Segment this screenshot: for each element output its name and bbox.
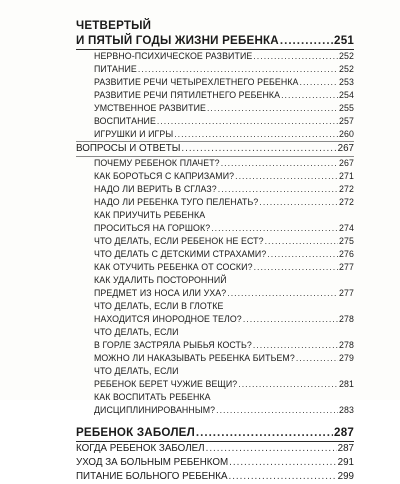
toc-entry-text: УХОД ЗА БОЛЬНЫМ РЕБЕНКОМ — [76, 457, 229, 468]
page-number: 257 — [339, 116, 354, 126]
leader-dots — [216, 404, 338, 417]
toc-entry — [76, 235, 354, 248]
toc-entry-text: КОГДА РЕБЕНОК ЗАБОЛЕЛ — [76, 443, 205, 454]
toc-entry-text: УМСТВЕННОЕ РАЗВИТИЕ — [94, 103, 206, 113]
section-title-line — [76, 142, 354, 156]
section-title-text: И ПЯТЫЙ ГОДЫ ЖИЗНИ РЕБЕНКА — [76, 34, 279, 47]
leader-dots — [221, 157, 338, 170]
section-title-text: ЧЕТВЕРТЫЙ — [76, 19, 152, 32]
section-title-line — [76, 18, 354, 33]
leader-dots — [253, 339, 338, 352]
toc-entry-text: РАЗВИТИЕ РЕЧИ ЧЕТЫРЕХЛЕТНЕГО РЕБЕНКА — [94, 77, 299, 87]
page-number: 267 — [337, 143, 354, 154]
toc-entry — [76, 404, 354, 417]
toc-entry — [76, 442, 354, 456]
page-number: 272 — [339, 184, 354, 194]
toc-entry-text: КАК УДАЛИТЬ ПОСТОРОННИЙ — [94, 275, 227, 285]
toc-entry-text: РЕБЕНОК БЕРЕТ ЧУЖИЕ ВЕЩИ? — [94, 379, 238, 389]
leader-dots — [138, 63, 338, 76]
leader-dots — [157, 115, 338, 128]
toc-entry — [76, 102, 354, 115]
page-number: 252 — [339, 51, 354, 61]
page-number: 279 — [339, 353, 354, 363]
leader-dots — [206, 442, 337, 456]
page-number: 260 — [339, 129, 354, 139]
page-number: 291 — [337, 457, 354, 468]
toc-entry-line — [76, 274, 354, 287]
toc-entry-text: ИГРУШКИ И ИГРЫ — [94, 129, 174, 139]
toc-entry-text: КАК ОТУЧИТЬ РЕБЕНКА ОТ СОСКИ? — [94, 262, 253, 272]
toc-entry — [76, 222, 354, 235]
toc-entry — [76, 352, 354, 365]
leader-dots — [238, 378, 338, 391]
leader-dots — [235, 170, 338, 183]
toc-entry-line — [76, 209, 354, 222]
toc-entry — [76, 470, 354, 484]
page-number: 276 — [339, 249, 354, 259]
leader-dots — [253, 50, 338, 63]
leader-dots — [229, 456, 336, 470]
toc-entry — [76, 115, 354, 128]
toc-entry-text: ЧТО ДЕЛАТЬ, ЕСЛИ В ГЛОТКЕ — [94, 301, 224, 311]
leader-dots — [300, 76, 338, 89]
toc-entry — [76, 196, 354, 209]
toc-entry — [76, 170, 354, 183]
toc-entry-text: МОЖНО ЛИ НАКАЗЫВАТЬ РЕБЕНКА БИТЬЕМ? — [94, 353, 295, 363]
toc-entry — [76, 287, 354, 300]
page-number: 287 — [337, 443, 354, 454]
page-number: 255 — [339, 103, 354, 113]
leader-dots — [267, 248, 338, 261]
toc-entry — [76, 63, 354, 76]
leader-dots — [265, 235, 338, 248]
toc-entry — [76, 157, 354, 170]
leader-dots — [243, 313, 338, 326]
toc-entry-text: ЧТО ДЕЛАТЬ, ЕСЛИ РЕБЕНОК НЕ ЕСТ? — [94, 236, 264, 246]
page-number: 278 — [339, 314, 354, 324]
toc-entry — [76, 313, 354, 326]
toc-entry — [76, 50, 354, 63]
page-number: 253 — [339, 77, 354, 87]
page-number: 251 — [334, 34, 354, 47]
leader-dots — [207, 102, 338, 115]
leader-dots — [174, 128, 338, 141]
page-number: 267 — [339, 158, 354, 168]
toc-entry — [76, 456, 354, 470]
toc-entry — [76, 261, 354, 274]
page-number: 274 — [339, 223, 354, 233]
leader-dots — [254, 261, 338, 274]
toc-entry-line — [76, 391, 354, 404]
page-number: 287 — [334, 426, 354, 439]
leader-dots — [281, 89, 338, 102]
toc-entry-text: ПОЧЕМУ РЕБЕНОК ПЛАЧЕТ? — [94, 158, 220, 168]
page-number: 272 — [339, 197, 354, 207]
toc-entry — [76, 183, 354, 196]
leader-dots — [181, 142, 336, 156]
toc-entry — [76, 339, 354, 352]
toc-entry-text: КАК ПРИУЧИТЬ РЕБЕНКА — [94, 210, 206, 220]
toc-entry-line — [76, 365, 354, 378]
toc-entry-line — [76, 326, 354, 339]
page-number: 283 — [339, 405, 354, 415]
page-number: 299 — [337, 471, 354, 482]
toc-entry-line — [76, 300, 354, 313]
toc-entry-text: ВОСПИТАНИЕ — [94, 116, 156, 126]
section-title-text: ВОПРОСЫ И ОТВЕТЫ — [76, 143, 181, 154]
toc-entry — [76, 76, 354, 89]
section-title-line — [76, 33, 354, 48]
page-number: 277 — [339, 262, 354, 272]
leader-dots — [280, 33, 333, 48]
toc-entry-text: ПИТАНИЕ БОЛЬНОГО РЕБЕНКА — [76, 471, 228, 482]
toc-entry-text: ПРОСИТЬСЯ НА ГОРШОК? — [94, 223, 211, 233]
leader-dots — [227, 287, 338, 300]
toc-entry-text: РАЗВИТИЕ РЕЧИ ПЯТИЛЕТНЕГО РЕБЕНКА — [94, 90, 281, 100]
toc-entry — [76, 378, 354, 391]
toc-entry — [76, 89, 354, 102]
toc-entry — [76, 248, 354, 261]
toc-entry-text: ПРЕДМЕТ ИЗ НОСА ИЛИ УХА? — [94, 288, 227, 298]
toc-entry-text: ПИТАНИЕ — [94, 64, 137, 74]
leader-dots — [296, 352, 338, 365]
page-number: 278 — [339, 340, 354, 350]
leader-dots — [196, 425, 333, 440]
section-title-line — [76, 425, 354, 440]
page-number: 281 — [339, 379, 354, 389]
toc-entry-text: НАХОДИТСЯ ИНОРОДНОЕ ТЕЛО? — [94, 314, 242, 324]
toc-entry-text: НАДО ЛИ РЕБЕНКА ТУГО ПЕЛЕНАТЬ? — [94, 197, 259, 207]
toc-entry-text: НЕРВНО-ПСИХИЧЕСКОЕ РАЗВИТИЕ — [94, 51, 253, 61]
toc-entry-text: ЧТО ДЕЛАТЬ, ЕСЛИ — [94, 327, 179, 337]
page-number: 252 — [339, 64, 354, 74]
toc-entry-text: КАК ВОСПИТАТЬ РЕБЕНКА — [94, 392, 211, 402]
toc-entry-text: ЧТО ДЕЛАТЬ, ЕСЛИ — [94, 366, 179, 376]
section-title-text: РЕБЕНОК ЗАБОЛЕЛ — [76, 426, 195, 439]
leader-dots — [211, 222, 338, 235]
toc-entry-text: КАК БОРОТЬСЯ С КАПРИЗАМИ? — [94, 171, 235, 181]
page-number: 271 — [339, 171, 354, 181]
leader-dots — [259, 196, 338, 209]
leader-dots — [218, 183, 338, 196]
toc-entry — [76, 128, 354, 141]
toc-entry-text: ЧТО ДЕЛАТЬ С ДЕТСКИМИ СТРАХАМИ? — [94, 249, 267, 259]
toc-entry-text: ДИСЦИПЛИНИРОВАННЫМ? — [94, 405, 216, 415]
page-number: 277 — [339, 288, 354, 298]
leader-dots — [228, 470, 336, 484]
page-number: 275 — [339, 236, 354, 246]
page-number: 254 — [339, 90, 354, 100]
toc-entry-text: В ГОРЛЕ ЗАСТРЯЛА РЫБЬЯ КОСТЬ? — [94, 340, 252, 350]
table-of-contents — [76, 18, 354, 484]
toc-entry-text: НАДО ЛИ ВЕРИТЬ В СГЛАЗ? — [94, 184, 217, 194]
